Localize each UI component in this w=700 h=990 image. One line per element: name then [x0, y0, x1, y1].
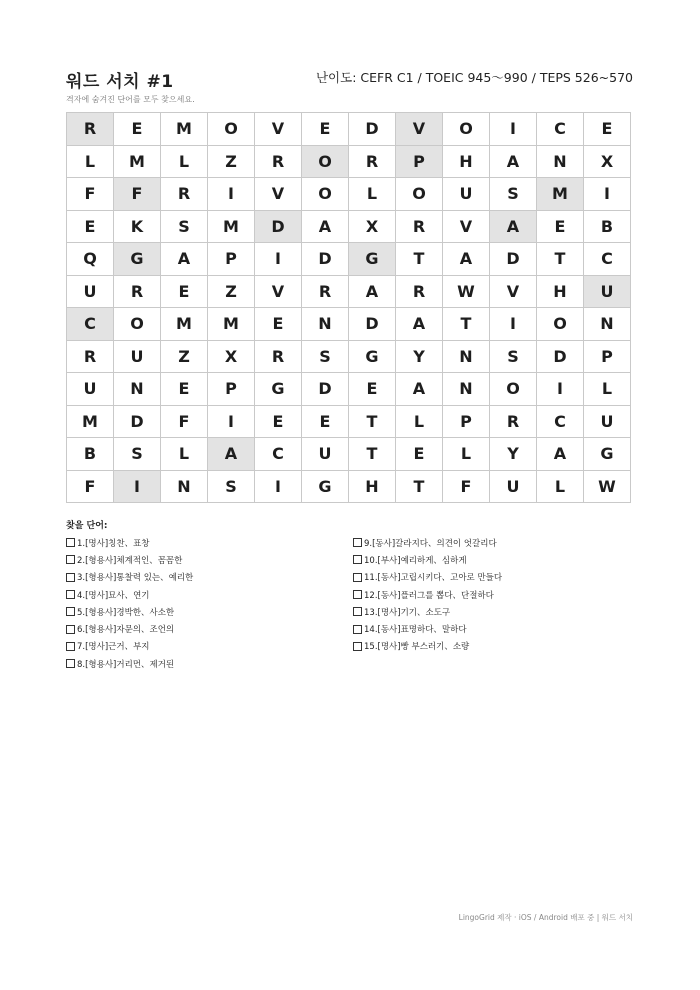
grid-cell[interactable]: R [490, 406, 537, 439]
grid-cell[interactable]: T [349, 438, 396, 471]
grid-cell[interactable]: D [302, 373, 349, 406]
grid-cell[interactable]: O [490, 373, 537, 406]
grid-cell[interactable]: X [349, 211, 396, 244]
grid-cell[interactable]: A [302, 211, 349, 244]
grid-cell[interactable]: C [584, 243, 631, 276]
word-list-item [353, 551, 640, 568]
grid-cell[interactable]: U [490, 471, 537, 504]
grid-cell[interactable]: Q [67, 243, 114, 276]
grid-cell[interactable]: A [537, 438, 584, 471]
checkbox-icon[interactable] [353, 642, 362, 651]
grid-cell[interactable]: G [349, 243, 396, 276]
grid-cell[interactable]: L [161, 438, 208, 471]
word-list-item [353, 586, 640, 603]
grid-cell[interactable]: V [490, 276, 537, 309]
word-list-item [353, 603, 640, 620]
grid-cell[interactable]: O [114, 308, 161, 341]
word-list-item [66, 569, 353, 586]
grid-cell[interactable]: T [396, 243, 443, 276]
grid-cell[interactable]: C [537, 113, 584, 146]
grid-cell[interactable]: A [161, 243, 208, 276]
checkbox-icon[interactable] [66, 659, 75, 668]
grid-cell[interactable]: C [255, 438, 302, 471]
grid-cell[interactable]: N [302, 308, 349, 341]
grid-cell[interactable]: U [584, 406, 631, 439]
grid-cell[interactable]: Y [490, 438, 537, 471]
word-search-grid [66, 112, 631, 503]
grid-cell[interactable]: P [443, 406, 490, 439]
word-list-item [353, 620, 640, 637]
checkbox-icon[interactable] [353, 590, 362, 599]
word-clue: 10.[부사]예리하게、심하게 [364, 555, 467, 566]
grid-cell[interactable]: O [208, 113, 255, 146]
grid-cell[interactable]: D [349, 113, 396, 146]
word-clue: 2.[형용사]체계적인、꼼꼼한 [77, 555, 183, 566]
grid-cell[interactable]: R [67, 113, 114, 146]
grid-cell[interactable]: E [161, 373, 208, 406]
grid-cell[interactable]: M [537, 178, 584, 211]
grid-cell[interactable]: R [349, 146, 396, 179]
grid-cell[interactable]: P [208, 243, 255, 276]
grid-cell[interactable]: I [208, 406, 255, 439]
grid-cell[interactable]: A [396, 308, 443, 341]
grid-cell[interactable]: U [584, 276, 631, 309]
instructions: 격자에 숨겨진 단어를 모두 찾으세요. [66, 95, 195, 104]
word-clue: 12.[동사]플러그를 뽑다、단절하다 [364, 590, 494, 601]
grid-cell[interactable]: I [255, 243, 302, 276]
word-clue: 9.[동사]갈라지다、의견이 엇갈리다 [364, 538, 497, 549]
grid-cell[interactable]: S [161, 211, 208, 244]
word-list-item [66, 620, 353, 637]
grid-cell[interactable]: S [490, 178, 537, 211]
grid-cell[interactable]: A [490, 211, 537, 244]
grid-cell[interactable]: E [537, 211, 584, 244]
difficulty-level: 난이도: CEFR C1 / TOEIC 945～990 / TEPS 526~570 [315, 70, 633, 85]
grid-cell[interactable]: O [443, 113, 490, 146]
grid-cell[interactable]: F [114, 178, 161, 211]
grid-cell[interactable]: A [490, 146, 537, 179]
grid-cell[interactable]: D [490, 243, 537, 276]
grid-cell[interactable]: U [114, 341, 161, 374]
grid-cell[interactable]: I [255, 471, 302, 504]
grid-cell[interactable]: L [349, 178, 396, 211]
grid-cell[interactable]: H [349, 471, 396, 504]
grid-cell[interactable]: I [208, 178, 255, 211]
grid-cell[interactable]: S [114, 438, 161, 471]
grid-cell[interactable]: E [349, 373, 396, 406]
grid-cell[interactable]: L [67, 146, 114, 179]
grid-cell[interactable]: L [161, 146, 208, 179]
grid-cell[interactable]: B [584, 211, 631, 244]
grid-cell[interactable]: M [161, 308, 208, 341]
grid-cell[interactable]: O [396, 178, 443, 211]
grid-cell[interactable]: F [67, 178, 114, 211]
checkbox-icon[interactable] [66, 590, 75, 599]
grid-cell[interactable]: A [208, 438, 255, 471]
grid-cell[interactable]: V [443, 211, 490, 244]
grid-cell[interactable]: C [67, 308, 114, 341]
grid-cell[interactable]: N [443, 373, 490, 406]
grid-cell[interactable]: V [255, 178, 302, 211]
checkbox-icon[interactable] [353, 555, 362, 564]
grid-cell[interactable]: D [114, 406, 161, 439]
grid-cell[interactable]: Z [208, 276, 255, 309]
grid-cell[interactable]: A [396, 373, 443, 406]
grid-cell[interactable]: I [114, 471, 161, 504]
word-clue: 4.[명사]묘사、연기 [77, 590, 150, 601]
grid-cell[interactable]: E [114, 113, 161, 146]
grid-cell[interactable]: Y [396, 341, 443, 374]
grid-cell[interactable]: D [537, 341, 584, 374]
grid-cell[interactable]: G [302, 471, 349, 504]
word-list-title: 찾을 단어: [66, 521, 108, 531]
grid-cell[interactable]: E [584, 113, 631, 146]
word-list-item [66, 551, 353, 568]
checkbox-icon[interactable] [66, 538, 75, 547]
grid-cell[interactable]: R [67, 341, 114, 374]
grid-cell[interactable]: L [537, 471, 584, 504]
checkbox-icon[interactable] [353, 573, 362, 582]
grid-cell[interactable]: R [161, 178, 208, 211]
grid-cell[interactable]: S [208, 471, 255, 504]
grid-cell[interactable]: G [349, 341, 396, 374]
grid-cell[interactable]: N [114, 373, 161, 406]
grid-cell[interactable]: N [584, 308, 631, 341]
grid-cell[interactable]: V [396, 113, 443, 146]
grid-cell[interactable]: K [114, 211, 161, 244]
grid-cell[interactable]: E [255, 308, 302, 341]
grid-cell[interactable]: F [67, 471, 114, 504]
word-list-item [66, 638, 353, 655]
word-clue: 15.[명사]빵 부스러기、소량 [364, 642, 470, 653]
grid-cell[interactable]: T [537, 243, 584, 276]
word-clue: 6.[형용사]자문의、조언의 [77, 625, 175, 636]
grid-cell[interactable]: S [490, 341, 537, 374]
grid-cell[interactable]: I [490, 308, 537, 341]
grid-cell[interactable]: X [584, 146, 631, 179]
grid-cell[interactable]: Z [161, 341, 208, 374]
grid-cell[interactable]: G [114, 243, 161, 276]
grid-cell[interactable]: B [67, 438, 114, 471]
grid-cell[interactable]: U [67, 276, 114, 309]
checkbox-icon[interactable] [66, 642, 75, 651]
grid-cell[interactable]: W [584, 471, 631, 504]
grid-cell[interactable]: R [255, 146, 302, 179]
grid-cell[interactable]: H [537, 276, 584, 309]
grid-cell[interactable]: N [537, 146, 584, 179]
checkbox-icon[interactable] [66, 573, 75, 582]
grid-cell[interactable]: T [443, 308, 490, 341]
grid-cell[interactable]: I [537, 373, 584, 406]
grid-cell[interactable]: D [349, 308, 396, 341]
grid-cell[interactable]: D [255, 211, 302, 244]
grid-cell[interactable]: R [114, 276, 161, 309]
grid-cell[interactable]: M [161, 113, 208, 146]
grid-cell[interactable]: N [443, 341, 490, 374]
grid-cell[interactable]: H [443, 146, 490, 179]
grid-cell[interactable]: S [302, 341, 349, 374]
grid-cell[interactable]: F [443, 471, 490, 504]
word-clue: 5.[형용사]경박한、사소한 [77, 607, 175, 618]
grid-cell[interactable]: U [302, 438, 349, 471]
grid-cell[interactable]: O [302, 178, 349, 211]
grid-cell[interactable]: M [208, 308, 255, 341]
grid-cell[interactable]: M [67, 406, 114, 439]
word-clue: 1.[명사]칭찬、표창 [77, 538, 150, 549]
word-list [66, 534, 646, 672]
grid-cell[interactable]: E [302, 406, 349, 439]
checkbox-icon[interactable] [66, 555, 75, 564]
grid-cell[interactable]: I [490, 113, 537, 146]
grid-cell[interactable]: L [396, 406, 443, 439]
grid-cell[interactable]: W [443, 276, 490, 309]
grid-cell[interactable]: T [349, 406, 396, 439]
grid-cell[interactable]: O [302, 146, 349, 179]
grid-cell[interactable]: R [396, 211, 443, 244]
word-list-item [66, 586, 353, 603]
word-clue: 8.[형용사]거리먼、제거된 [77, 659, 175, 670]
word-clue: 13.[명사]기기、소도구 [364, 607, 451, 618]
word-clue: 11.[동사]고립시키다、고아로 만들다 [364, 573, 503, 584]
grid-cell[interactable]: T [396, 471, 443, 504]
grid-cell[interactable]: R [255, 341, 302, 374]
grid-cell[interactable]: F [161, 406, 208, 439]
word-list-item [353, 534, 640, 551]
grid-cell[interactable]: M [114, 146, 161, 179]
grid-cell[interactable]: Z [208, 146, 255, 179]
grid-cell[interactable]: M [208, 211, 255, 244]
word-clue: 7.[명사]근거、부지 [77, 642, 150, 653]
grid-cell[interactable]: U [67, 373, 114, 406]
footer: LingoGrid 제작 · iOS / Android 배포 중 | 워드 서치 [458, 913, 633, 922]
grid-cell[interactable]: V [255, 276, 302, 309]
checkbox-icon[interactable] [66, 607, 75, 616]
word-list-item [353, 638, 640, 655]
grid-cell[interactable]: E [302, 113, 349, 146]
grid-cell[interactable]: A [349, 276, 396, 309]
checkbox-icon[interactable] [353, 625, 362, 634]
grid-cell[interactable]: X [208, 341, 255, 374]
grid-cell[interactable]: C [537, 406, 584, 439]
grid-cell[interactable]: E [255, 406, 302, 439]
word-list-item [66, 603, 353, 620]
grid-cell[interactable]: R [396, 276, 443, 309]
grid-cell[interactable]: P [584, 341, 631, 374]
word-list-item [353, 569, 640, 586]
grid-cell[interactable]: O [537, 308, 584, 341]
grid-cell[interactable]: I [584, 178, 631, 211]
grid-cell[interactable]: P [396, 146, 443, 179]
grid-cell[interactable]: V [255, 113, 302, 146]
grid-cell[interactable]: E [161, 276, 208, 309]
grid-cell[interactable]: N [161, 471, 208, 504]
grid-cell[interactable]: D [302, 243, 349, 276]
word-clue: 14.[동사]표명하다、말하다 [364, 625, 467, 636]
grid-cell[interactable]: G [584, 438, 631, 471]
grid-cell[interactable]: L [584, 373, 631, 406]
grid-cell[interactable]: U [443, 178, 490, 211]
checkbox-icon[interactable] [353, 538, 362, 547]
checkbox-icon[interactable] [353, 607, 362, 616]
word-clue: 3.[형용사]통찰력 있는、예리한 [77, 573, 194, 584]
grid-cell[interactable]: E [396, 438, 443, 471]
grid-cell[interactable]: L [443, 438, 490, 471]
checkbox-icon[interactable] [66, 625, 75, 634]
page-title: 워드 서치 #1 [66, 72, 174, 92]
grid-cell[interactable]: R [302, 276, 349, 309]
grid-cell[interactable]: G [255, 373, 302, 406]
grid-cell[interactable]: E [67, 211, 114, 244]
word-list-item [66, 655, 353, 672]
grid-cell[interactable]: P [208, 373, 255, 406]
word-list-item [66, 534, 353, 551]
grid-cell[interactable]: A [443, 243, 490, 276]
